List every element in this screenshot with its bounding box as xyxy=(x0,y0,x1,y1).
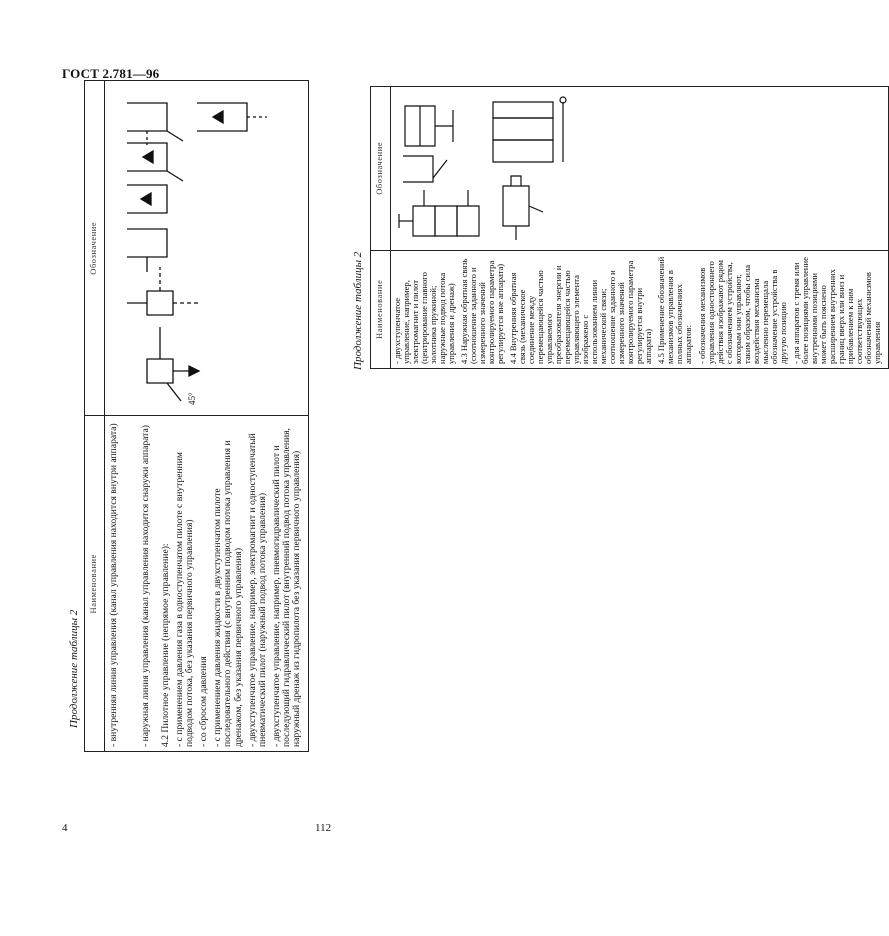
right-rows xyxy=(391,250,889,368)
list-item: - с применением давления жидкости в двухступенчатом пилоте последовательного действия (с внутренним подводом потока управления и дренажом, без указания первичного управления) xyxy=(212,440,244,747)
pneumohydraulic-symbol xyxy=(197,104,267,132)
liquid-pilot-symbol xyxy=(127,144,183,182)
list-item: - с применением давления газа в одноступенчатом пилоте с внутренним подводом потока, без указания первичного управления) xyxy=(174,451,196,747)
three-position-symbol xyxy=(493,97,566,162)
list-item: 4.2 Пилотное управление (непрямое управление): xyxy=(160,543,172,747)
list-item: - внутренняя линия управления (канал управления находится внутри аппарата) xyxy=(108,423,119,747)
list-item: - двухступенчатое управление, например, электромагнит и пилот (центрирование главного золотника пружиной; наружные подвод потока управления и дренаж) xyxy=(392,272,457,364)
left-table-caption: Продолжение таблицы 2 xyxy=(68,609,80,728)
left-rows xyxy=(105,416,309,752)
list-item: 4.5 Применение обозначений механизмов управления в полных обозначениях аппаратов: xyxy=(656,256,694,364)
page-number-center: 112 xyxy=(315,822,332,834)
list-item: - для аппаратов с тремя или более позициями управление внутренними позициями может быть пояснено расширением внутренних границ вверх или вниз и прибавлением к ним соответствующих обозначений механизмов управления xyxy=(790,257,882,364)
external-control-symbol xyxy=(127,268,199,316)
gas-pilot-symbol xyxy=(127,230,167,273)
two-stage-symbol xyxy=(127,104,183,146)
right-col-symbol-header: Обозначение xyxy=(371,87,391,251)
left-table xyxy=(84,80,302,752)
left-symbols-drawing xyxy=(107,88,277,408)
left-col-name-header: Наименование xyxy=(85,416,105,752)
right-symbols-drawing xyxy=(393,96,593,246)
list-item: - двухступенчатое управление, например, пневмогидравлический пилот и последующий гидравлический пилот (внутренний подвод потока управления, наружный дренаж из гидропилота без указания первичного управления) xyxy=(270,428,302,747)
right-symbols xyxy=(391,87,889,251)
external-feedback-symbol xyxy=(403,156,447,182)
list-item: 4.4 Внутренняя обратная связь (механическое соединение между перемещающейся частью управляемого преобразователя энергии и перемещающейся частью управляющего элемента изображено с использованием линии механической связи; соотношение заданного и измеренного значений контролируемого параметра регулируется внутри аппарата) xyxy=(508,260,654,364)
internal-control-symbol xyxy=(147,328,199,402)
right-col-name-header: Наименование xyxy=(371,250,391,368)
list-item: - со сбросом давления xyxy=(198,656,210,747)
list-item: 4.3 Наружная обратная связь (соотношение заданного и измеренного значений контролируемого параметра регулируется вне аппарата) xyxy=(459,258,506,364)
left-col-symbol-header: Обозначение xyxy=(85,81,105,417)
solenoid-pilot-valve-symbol xyxy=(399,190,479,236)
list-item: - двухступенчатое управление, например, электромагнит и одноступенчатый пневматический пилот (наружный подвод потока управления) xyxy=(246,433,268,747)
right-table-caption: Продолжение таблицы 2 xyxy=(352,251,364,370)
right-table xyxy=(370,86,882,369)
angle-label: 45° xyxy=(187,392,197,406)
list-item: - наружная линия управления (канал управления находится снаружи аппарата) xyxy=(140,425,152,747)
one-sided-mechanism-symbol xyxy=(503,176,543,240)
list-item: - обозначения механизмов управления одностороннего действия изображают рядом с обозначением устройства, которым они управляют, таким образом, чтобы сила воздействия механизма мысленно перемещала обозначение устройства в другую позицию xyxy=(696,260,788,364)
left-symbols xyxy=(105,81,309,417)
internal-feedback-symbol xyxy=(405,106,453,146)
page-number-left: 4 xyxy=(62,822,68,834)
standard-header: ГОСТ 2.781—96 xyxy=(62,66,160,81)
pressure-release-symbol xyxy=(127,186,167,214)
